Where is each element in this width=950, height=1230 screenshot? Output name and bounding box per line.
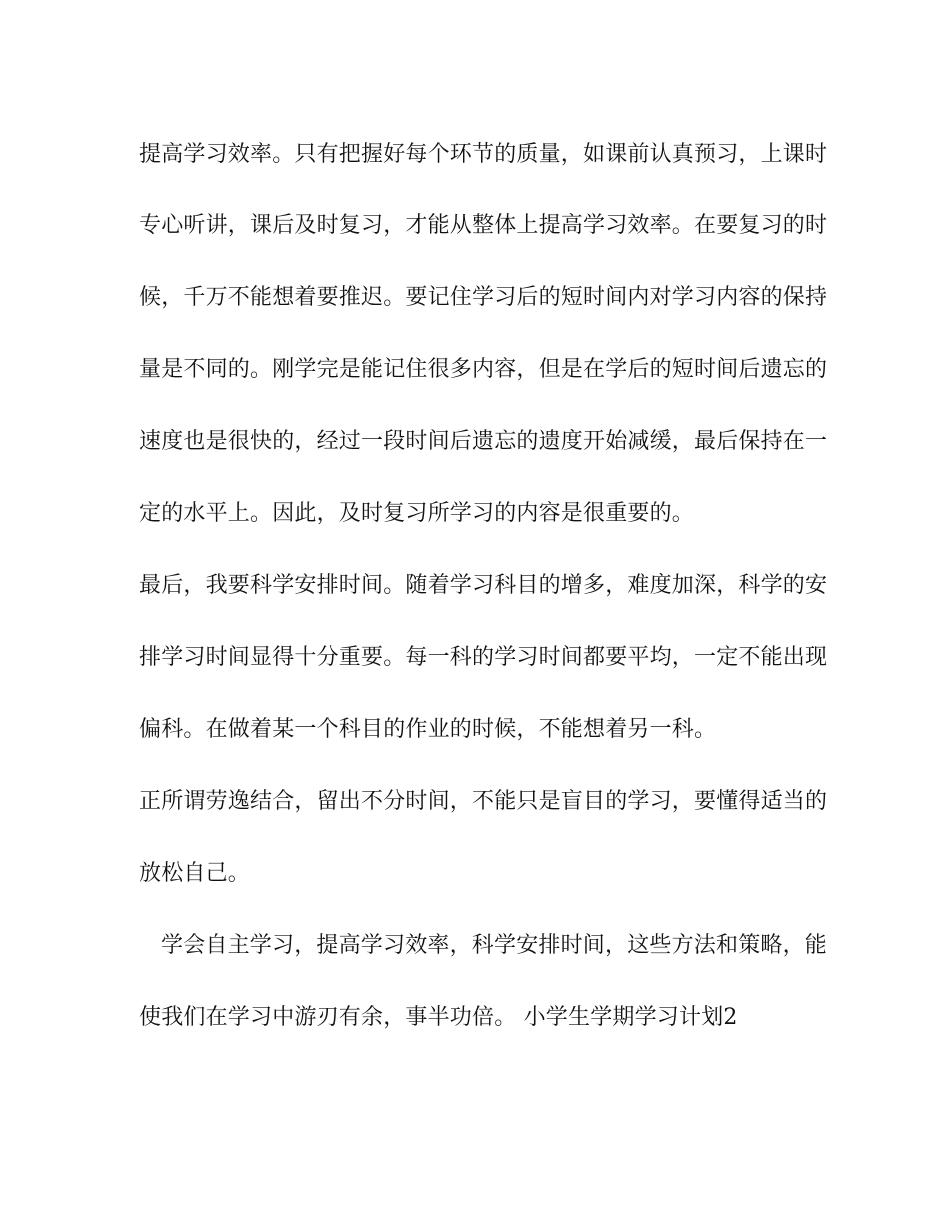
text-line: 提高学习效率。只有把握好每个环节的质量，如课前认真预习，上课时	[139, 142, 828, 167]
text-line: 放松自己。	[139, 861, 251, 886]
text-line: 量是不同的。刚学完是能记住很多内容，但是在学后的短时间后遗忘的	[139, 357, 828, 382]
text-line: 速度也是很快的，经过一段时间后遗忘的遗度开始减缓，最后保持在一	[139, 429, 828, 454]
text-line: 专心听讲，课后及时复习，才能从整体上提高学习效率。在要复习的时	[139, 213, 828, 238]
text-line: 候，千万不能想着要推迟。要记住学习后的短时间内对学习内容的保持	[139, 285, 828, 310]
text-line: 学会自主学习，提高学习效率，科学安排时间，这些方法和策略，能	[161, 933, 828, 958]
text-line: 正所谓劳逸结合，留出不分时间，不能只是盲目的学习，要懂得适当的	[139, 789, 828, 814]
text-line: 排学习时间显得十分重要。每一科的学习时间都要平均，一定不能出现	[139, 645, 828, 670]
text-line: 使我们在学习中游刃有余，事半功倍。 小学生学期学习计划2	[139, 1005, 738, 1030]
text-line: 定的水平上。因此，及时复习所学习的内容是很重要的。	[139, 501, 695, 526]
text-line: 偏科。在做着某一个科目的作业的时候，不能想着另一科。	[139, 717, 717, 742]
text-line: 最后，我要科学安排时间。随着学习科目的增多，难度加深，科学的安	[139, 573, 828, 598]
